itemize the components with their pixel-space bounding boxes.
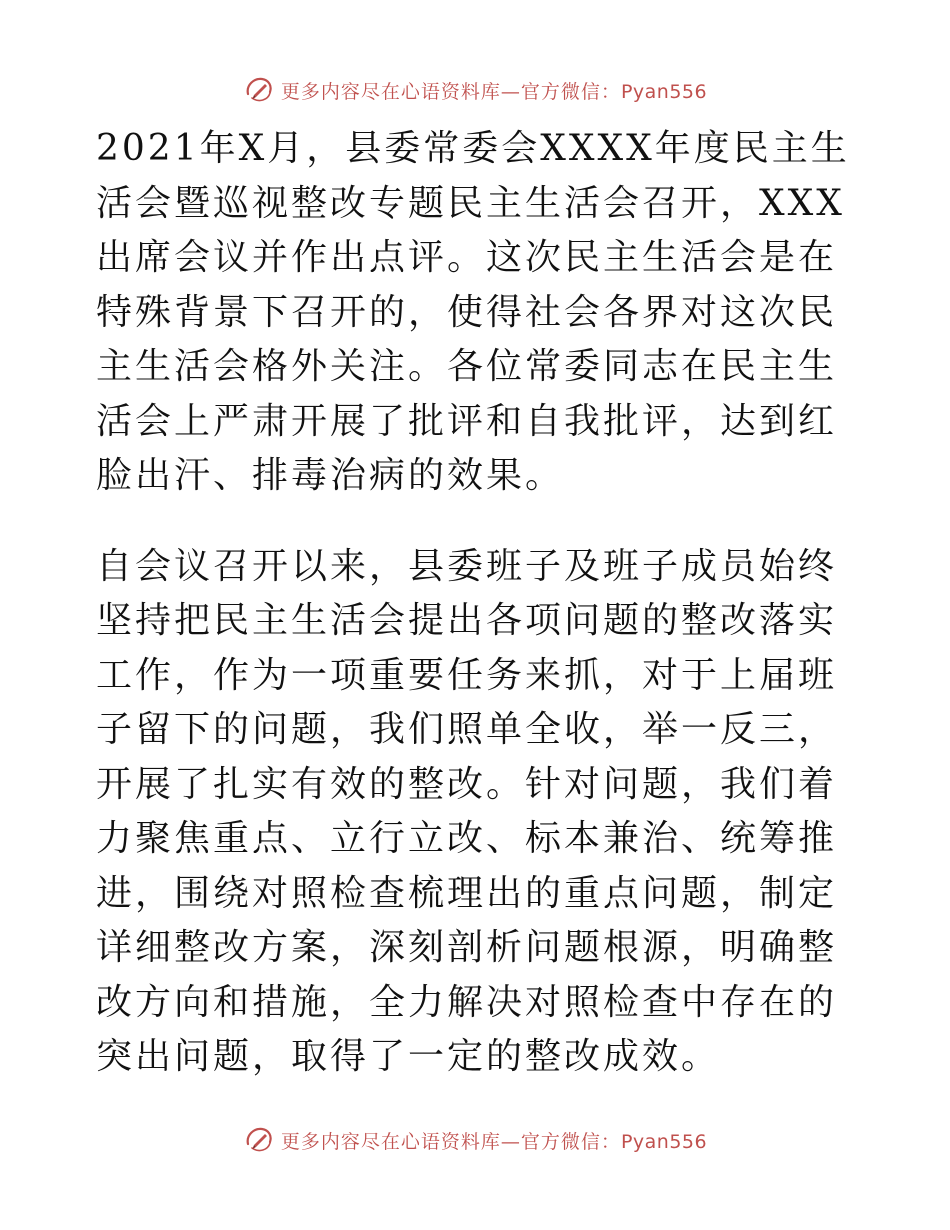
- watermark-text: [281, 77, 707, 104]
- document-body: [96, 122, 856, 1085]
- watermark-official-label: 官方微信：: [520, 1130, 621, 1153]
- pen-swirl-logo-icon: [243, 1124, 275, 1156]
- watermark-separator: —: [500, 1130, 521, 1153]
- watermark-official-label: 官方微信：: [520, 80, 621, 103]
- header-watermark: [0, 70, 950, 110]
- paragraph-2: 自会议召开以来，县委班子及班子成员始终坚持把民主生活会提出各项问题的整改落实工作，作为一项重要任务来抓，对于上届班子留下的问题，我们照单全收，举一反三，开展了扎实有效的整改。针对问题，我们着力聚焦重点、立行立改、标本兼治、统筹推进，围绕对照检查梳理出的重点问题，制定详细整改方案，深刻剖析问题根源，明确整改方向和措施，全力解决对照检查中存在的突出问题，取得了一定的整改成效。: [96, 545, 838, 1077]
- footer-watermark: [0, 1120, 950, 1160]
- pen-swirl-logo-icon: [243, 74, 275, 106]
- watermark-text: [281, 1127, 707, 1154]
- watermark-wechat-id: Pyan556: [620, 80, 708, 103]
- watermark-site-name: 更多内容尽在心语资料库: [280, 1130, 501, 1153]
- watermark-site-name: 更多内容尽在心语资料库: [280, 80, 501, 103]
- watermark-separator: —: [500, 80, 521, 103]
- paragraph-1: 2021年X月，县委常委会XXXX年度民主生活会暨巡视整改专题民主生活会召开，XXX出席会议并作出点评。这次民主生活会是在特殊背景下召开的，使得社会各界对这次民主生活会格外关注。各位常委同志在民主生活会上严肃开展了批评和自我批评，达到红脸出汗、排毒治病的效果。: [96, 128, 850, 496]
- watermark-wechat-id: Pyan556: [620, 1130, 708, 1153]
